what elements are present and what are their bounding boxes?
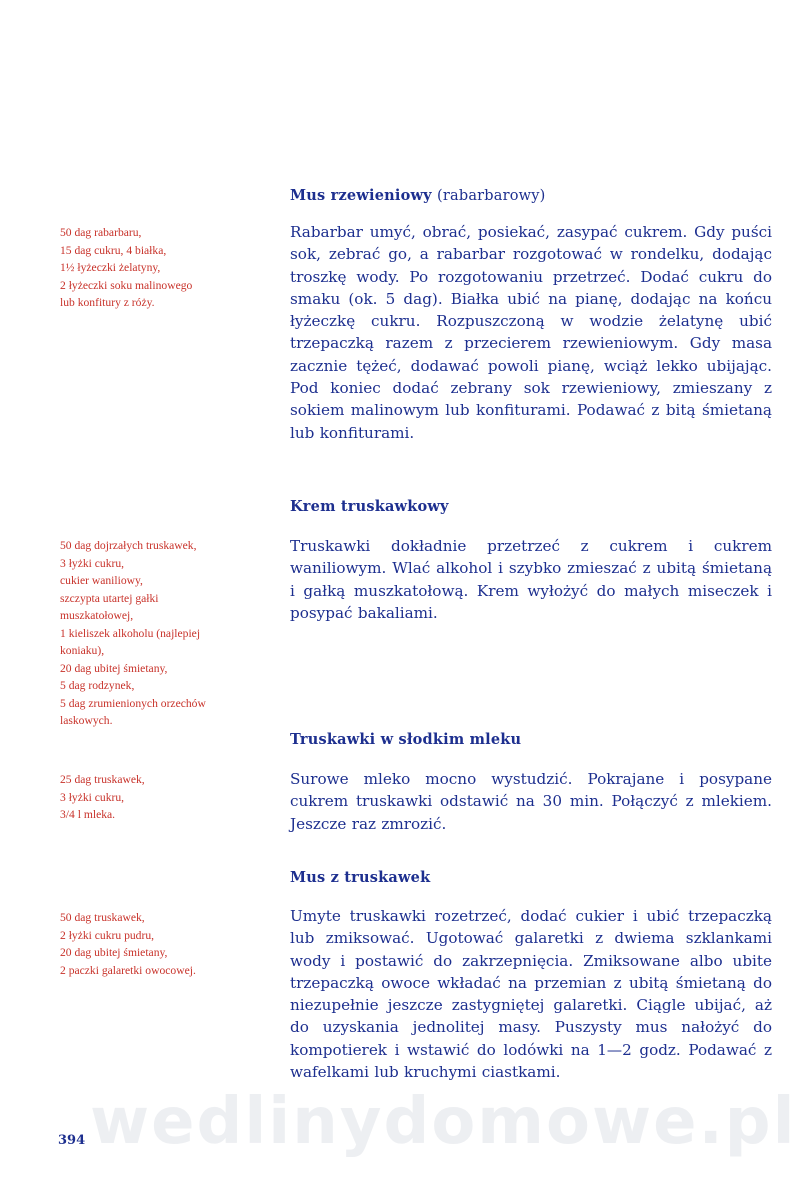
ingredient-item: muszkatołowej,: [60, 609, 134, 622]
ingredient-list: [60, 771, 275, 824]
ingredient-item: 20 dag ubitej śmietany,: [60, 661, 168, 675]
recipe-title: Truskawki w słodkim mleku: [290, 731, 522, 748]
ingredient-item: 2 łyżeczki soku malinowego: [60, 278, 193, 292]
ingredient-item: 1½ łyżeczki żelatyny,: [60, 261, 161, 274]
ingredient-item: szczypta utartej gałki: [60, 591, 159, 605]
ingredient-item: 3 łyżki cukru,: [60, 790, 125, 804]
ingredient-item: 25 dag truskawek,: [60, 773, 145, 786]
recipe-instructions: Rabarbar umyć, obrać, posiekać, zasypać cukrem. Gdy puści sok, zebrać go, a rabarbar rozgotować w rondelku, dodając troszkę wody. Po rozgotowaniu przetrzeć. Dodać cukru do smaku (ok. 5 dag). Białka ubić na pianę, dodając na końcu łyżeczkę cukru. Rozpuszczoną w wodzie żelatynę ubić trzepaczką razem z przecierem rzewieniowym. Gdy masa zacznie tężeć, dodawać powoli pianę, wciąż lekko ubijając. Pod koniec dodać zebrany sok rzewieniowy, zmieszany z sokiem malinowym lub konfiturami. Podawać z bitą śmietaną lub konfiturami.: [290, 223, 772, 442]
ingredient-item: 5 dag zrumienionych orzechów: [60, 696, 206, 710]
ingredient-item: 20 dag ubitej śmietany,: [60, 946, 168, 959]
ingredient-list: [60, 909, 275, 979]
ingredient-item: koniaku),: [60, 644, 105, 657]
ingredient-item: 5 dag rodzynek,: [60, 679, 135, 692]
ingredient-list: [60, 537, 275, 730]
ingredient-item: 3 łyżki cukru,: [60, 556, 125, 570]
ingredient-item: laskowych.: [60, 714, 113, 727]
recipe-title: Mus rzewieniowy (rabarbarowy): [290, 187, 546, 204]
recipe-title: Mus z truskawek: [290, 869, 431, 886]
ingredient-item: 2 paczki galaretki owocowej.: [60, 963, 196, 977]
ingredient-item: 15 dag cukru, 4 białka,: [60, 243, 167, 257]
ingredient-item: 50 dag dojrzałych truskawek,: [60, 539, 197, 552]
ingredient-item: cukier waniliowy,: [60, 574, 143, 587]
recipe-instructions: Surowe mleko mocno wystudzić. Pokrajane i posypane cukrem truskawki odstawić na 30 min. Połączyć z mlekiem. Jeszcze raz zmrozić.: [290, 770, 772, 833]
recipe-instructions: Umyte truskawki rozetrzeć, dodać cukier i ubić trzepaczką lub zmiksować. Ugotować galaretki z dwiema szklankami wody i postawić do zakrzepnięcia. Zmiksowane albo ubite trzepaczką owoce wkładać na przemian z ubitą śmietaną do niezupełnie jeszcze zastygniętej galaretki. Ciągle ubijać, aż do uzyskania jednolitej masy. Puszysty mus nałożyć do kompotierek i wstawić do lodówki na 1—2 godz. Podawać z wafelkami lub kruchymi ciastkami.: [290, 907, 772, 1082]
ingredient-item: 3/4 l mleka.: [60, 808, 116, 821]
ingredient-item: 50 dag truskawek,: [60, 911, 145, 924]
recipe-title: Krem truskawkowy: [290, 498, 449, 515]
recipe-subtitle: (rabarbarowy): [437, 188, 546, 204]
ingredient-item: 2 łyżki cukru pudru,: [60, 928, 155, 942]
recipe-instructions: Truskawki dokładnie przetrzeć z cukrem i cukrem waniliowym. Wlać alkohol i szybko zmieszać z ubitą śmietaną i gałką muszkatołową. Krem wyłożyć do małych miseczek i posypać bakaliami.: [290, 537, 772, 622]
ingredient-item: lub konfitury z róży.: [60, 296, 155, 309]
ingredient-list: [60, 224, 275, 312]
ingredient-item: 50 dag rabarbaru,: [60, 226, 142, 239]
ingredient-item: 1 kieliszek alkoholu (najlepiej: [60, 626, 201, 640]
page-number: 394: [58, 1133, 86, 1148]
watermark: wedlinydomowe.pl: [90, 1085, 797, 1159]
